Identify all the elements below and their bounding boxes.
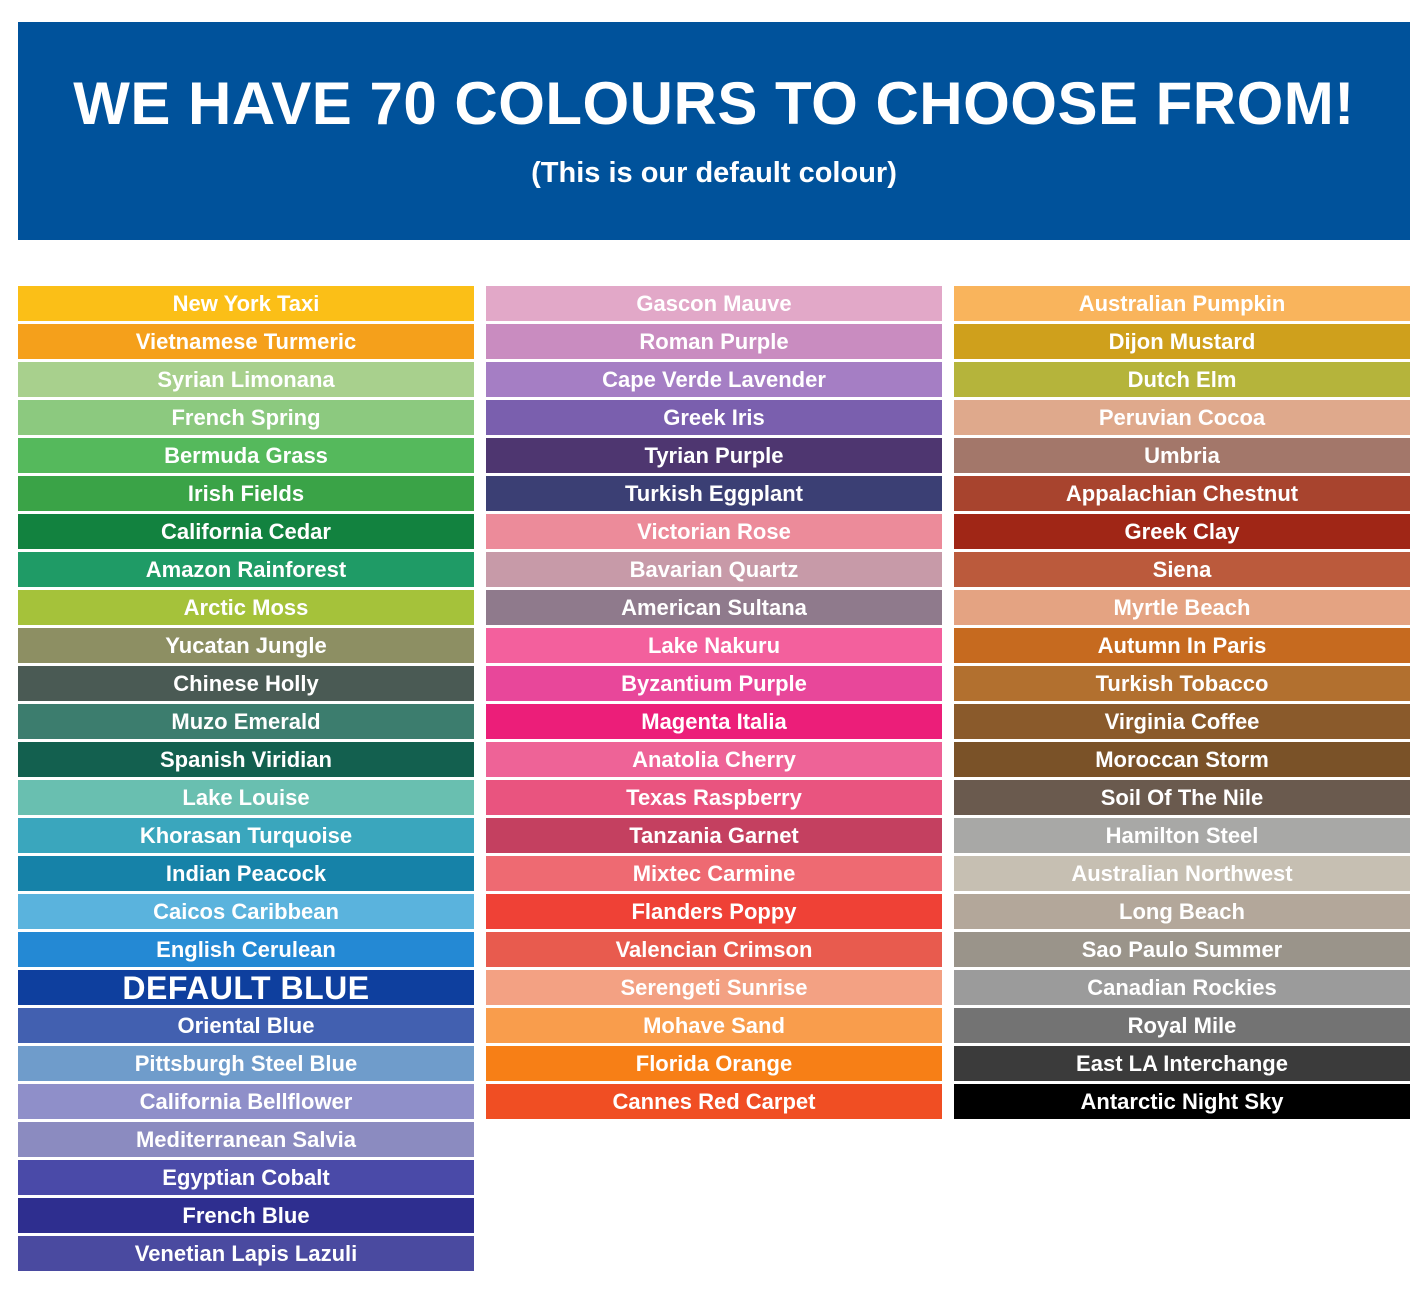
colour-swatch[interactable] [18, 894, 474, 929]
colour-swatch[interactable] [486, 286, 942, 321]
colour-swatch[interactable] [486, 856, 942, 891]
colour-swatch-label: Venetian Lapis Lazuli [134, 1240, 358, 1266]
colour-swatch[interactable] [486, 400, 942, 435]
colour-swatch[interactable] [954, 704, 1410, 739]
colour-swatch[interactable] [18, 1198, 474, 1233]
colour-swatch[interactable] [486, 894, 942, 929]
colour-swatch[interactable] [18, 628, 474, 663]
colour-swatch-label: Bermuda Grass [164, 442, 328, 468]
colour-swatch[interactable] [18, 362, 474, 397]
colour-swatch-label: Tanzania Garnet [629, 822, 799, 848]
colour-swatch-label: Peruvian Cocoa [1098, 404, 1266, 430]
colour-swatch-label: Autumn In Paris [1097, 632, 1267, 658]
colour-swatch[interactable] [18, 438, 474, 473]
colour-swatch[interactable] [954, 894, 1410, 929]
colour-swatch[interactable] [486, 628, 942, 663]
colour-swatch[interactable] [486, 552, 942, 587]
colour-swatch-label: Lake Nakuru [647, 632, 781, 658]
colour-swatch[interactable] [486, 1046, 942, 1081]
colour-swatch-label: Caicos Caribbean [153, 898, 339, 924]
colour-swatch-label: Turkish Eggplant [624, 480, 804, 506]
colour-swatch-label: Florida Orange [635, 1050, 793, 1076]
colour-swatch[interactable] [18, 1122, 474, 1157]
colour-swatch-label: Myrtle Beach [1113, 594, 1251, 620]
colour-swatch-label: Pittsburgh Steel Blue [134, 1050, 358, 1076]
colour-swatch[interactable] [486, 476, 942, 511]
colour-swatch-label: Mixtec Carmine [632, 860, 796, 886]
colour-swatch[interactable] [18, 400, 474, 435]
colour-swatch[interactable] [18, 818, 474, 853]
colour-swatch-label: Victorian Rose [637, 518, 791, 544]
colour-swatch-label: Siena [1152, 556, 1212, 582]
colour-swatch-label: American Sultana [621, 594, 807, 620]
colour-swatch-label: Khorasan Turquoise [139, 822, 353, 848]
colour-swatch[interactable] [486, 780, 942, 815]
colour-swatch-label: Magenta Italia [641, 708, 787, 734]
column-1 [18, 286, 474, 1271]
colour-swatch[interactable] [954, 818, 1410, 853]
colour-swatch[interactable] [954, 628, 1410, 663]
colour-swatch-label: East LA Interchange [1076, 1050, 1288, 1076]
colour-swatch[interactable] [486, 742, 942, 777]
colour-swatch-label: Gascon Mauve [636, 290, 792, 316]
colour-swatch-label: Roman Purple [639, 328, 789, 354]
colour-swatch-label: Greek Iris [663, 404, 765, 430]
colour-swatch[interactable] [18, 590, 474, 625]
colour-swatch[interactable] [18, 704, 474, 739]
colour-swatch[interactable] [954, 514, 1410, 549]
colour-swatch-label: Tyrian Purple [644, 442, 784, 468]
colour-swatch[interactable] [954, 1046, 1410, 1081]
colour-swatch-label: Chinese Holly [173, 670, 319, 696]
colour-swatch[interactable] [486, 438, 942, 473]
colour-swatch[interactable] [18, 1046, 474, 1081]
colour-swatch[interactable] [18, 552, 474, 587]
colour-swatch[interactable] [18, 1160, 474, 1195]
colour-swatch-label: Hamilton Steel [1105, 822, 1259, 848]
colour-swatch-label: Vietnamese Turmeric [135, 328, 357, 354]
colour-swatch[interactable] [18, 476, 474, 511]
colour-swatch-label: Mohave Sand [643, 1012, 785, 1038]
colour-swatch-label: Irish Fields [187, 480, 305, 506]
colour-swatch-label: Soil Of The Nile [1100, 784, 1264, 810]
colour-swatch-label: DEFAULT BLUE [122, 969, 370, 1006]
colour-swatch[interactable] [486, 666, 942, 701]
colour-swatch[interactable] [954, 286, 1410, 321]
colour-swatch-label: Cape Verde Lavender [602, 366, 826, 392]
colour-swatch-label: Royal Mile [1127, 1012, 1237, 1038]
colour-swatch-label: Appalachian Chestnut [1065, 480, 1299, 506]
colour-swatch[interactable] [954, 742, 1410, 777]
colour-swatch-label: Antarctic Night Sky [1080, 1088, 1284, 1114]
colour-swatch[interactable] [486, 1008, 942, 1043]
colour-swatch[interactable] [954, 324, 1410, 359]
colour-swatch-label: Long Beach [1119, 898, 1245, 924]
colour-swatch-label: Muzo Emerald [171, 708, 321, 734]
colour-swatch[interactable] [486, 818, 942, 853]
colour-swatch[interactable] [954, 400, 1410, 435]
colour-swatch-label: Spanish Viridian [160, 746, 332, 772]
colour-swatch-label: Serengeti Sunrise [620, 974, 808, 1000]
colour-swatch-label: Umbria [1144, 442, 1220, 468]
colour-swatch[interactable] [954, 932, 1410, 967]
colour-swatch[interactable] [954, 438, 1410, 473]
colour-swatch-label: Cannes Red Carpet [612, 1088, 816, 1114]
colour-swatch[interactable] [18, 856, 474, 891]
colour-swatch[interactable] [486, 970, 942, 1005]
colour-swatch-label: Australian Pumpkin [1078, 290, 1286, 316]
colour-swatch-label: Texas Raspberry [626, 784, 802, 810]
colour-swatch[interactable] [954, 1008, 1410, 1043]
colour-swatch[interactable] [18, 286, 474, 321]
colour-swatch-label: Turkish Tobacco [1095, 670, 1269, 696]
colour-swatch-label: Egyptian Cobalt [162, 1164, 330, 1190]
colour-swatch[interactable] [954, 856, 1410, 891]
colour-swatch[interactable] [486, 362, 942, 397]
colour-swatch-label: Dutch Elm [1127, 366, 1237, 392]
colour-swatch-label: Arctic Moss [183, 594, 309, 620]
colour-swatch-label: Australian Northwest [1071, 860, 1293, 886]
column-3 [954, 286, 1410, 1271]
colour-swatch-label: English Cerulean [156, 936, 336, 962]
colour-swatch-label: Flanders Poppy [631, 898, 797, 924]
banner-title: WE HAVE 70 COLOURS TO CHOOSE FROM! [73, 70, 1355, 137]
colour-columns [18, 286, 1410, 1271]
colour-swatch-label: Virginia Coffee [1104, 708, 1260, 734]
colour-swatch[interactable] [486, 704, 942, 739]
colour-swatch-label: Indian Peacock [165, 860, 327, 886]
colour-swatch[interactable] [954, 780, 1410, 815]
colour-swatch[interactable] [18, 780, 474, 815]
colour-swatch-label: Bavarian Quartz [629, 556, 799, 582]
colour-swatch[interactable] [18, 514, 474, 549]
colour-swatch-label: Anatolia Cherry [632, 746, 796, 772]
colour-swatch[interactable] [954, 552, 1410, 587]
colour-swatch-label: California Cedar [161, 518, 331, 544]
colour-swatch-label: Byzantium Purple [621, 670, 807, 696]
colour-swatch-label: Amazon Rainforest [145, 556, 347, 582]
colour-swatch-label: Canadian Rockies [1087, 974, 1277, 1000]
colour-swatch-label: French Spring [171, 404, 321, 430]
colour-swatch-label: Syrian Limonana [157, 366, 335, 392]
colour-swatch-label: Oriental Blue [177, 1012, 315, 1038]
colour-swatch[interactable] [18, 1236, 474, 1271]
colour-swatch-label: Lake Louise [182, 784, 310, 810]
colour-swatch-label: Greek Clay [1124, 518, 1240, 544]
colour-swatch[interactable] [954, 362, 1410, 397]
colour-swatch[interactable] [954, 1084, 1410, 1119]
colour-swatch-label: Dijon Mustard [1108, 328, 1256, 354]
colour-swatch[interactable] [954, 476, 1410, 511]
colour-swatch[interactable] [18, 666, 474, 701]
colour-swatch[interactable] [486, 1084, 942, 1119]
colour-swatch[interactable] [954, 970, 1410, 1005]
colour-swatch[interactable] [954, 666, 1410, 701]
colour-swatch[interactable] [954, 590, 1410, 625]
colour-swatch[interactable] [486, 514, 942, 549]
colour-swatch-label: New York Taxi [172, 290, 320, 316]
default-colour-swatch[interactable] [18, 970, 474, 1005]
colour-swatch-label: Mediterranean Salvia [135, 1126, 357, 1152]
header-banner [18, 22, 1410, 240]
colour-swatch-label: Sao Paulo Summer [1081, 936, 1283, 962]
colour-swatch-label: French Blue [182, 1202, 310, 1228]
colour-swatch-label: California Bellflower [139, 1088, 353, 1114]
colour-swatch-label: Moroccan Storm [1095, 746, 1269, 772]
banner-subtitle: (This is our default colour) [531, 157, 897, 189]
colour-swatch[interactable] [18, 742, 474, 777]
colour-swatch[interactable] [486, 590, 942, 625]
colour-swatch[interactable] [18, 324, 474, 359]
colour-swatch-label: Valencian Crimson [615, 936, 813, 962]
colour-swatch[interactable] [486, 324, 942, 359]
colour-swatch[interactable] [18, 1084, 474, 1119]
colour-swatch-label: Yucatan Jungle [165, 632, 327, 658]
colour-swatch[interactable] [18, 932, 474, 967]
colour-swatch[interactable] [18, 1008, 474, 1043]
colour-swatch[interactable] [486, 932, 942, 967]
column-2 [486, 286, 942, 1271]
